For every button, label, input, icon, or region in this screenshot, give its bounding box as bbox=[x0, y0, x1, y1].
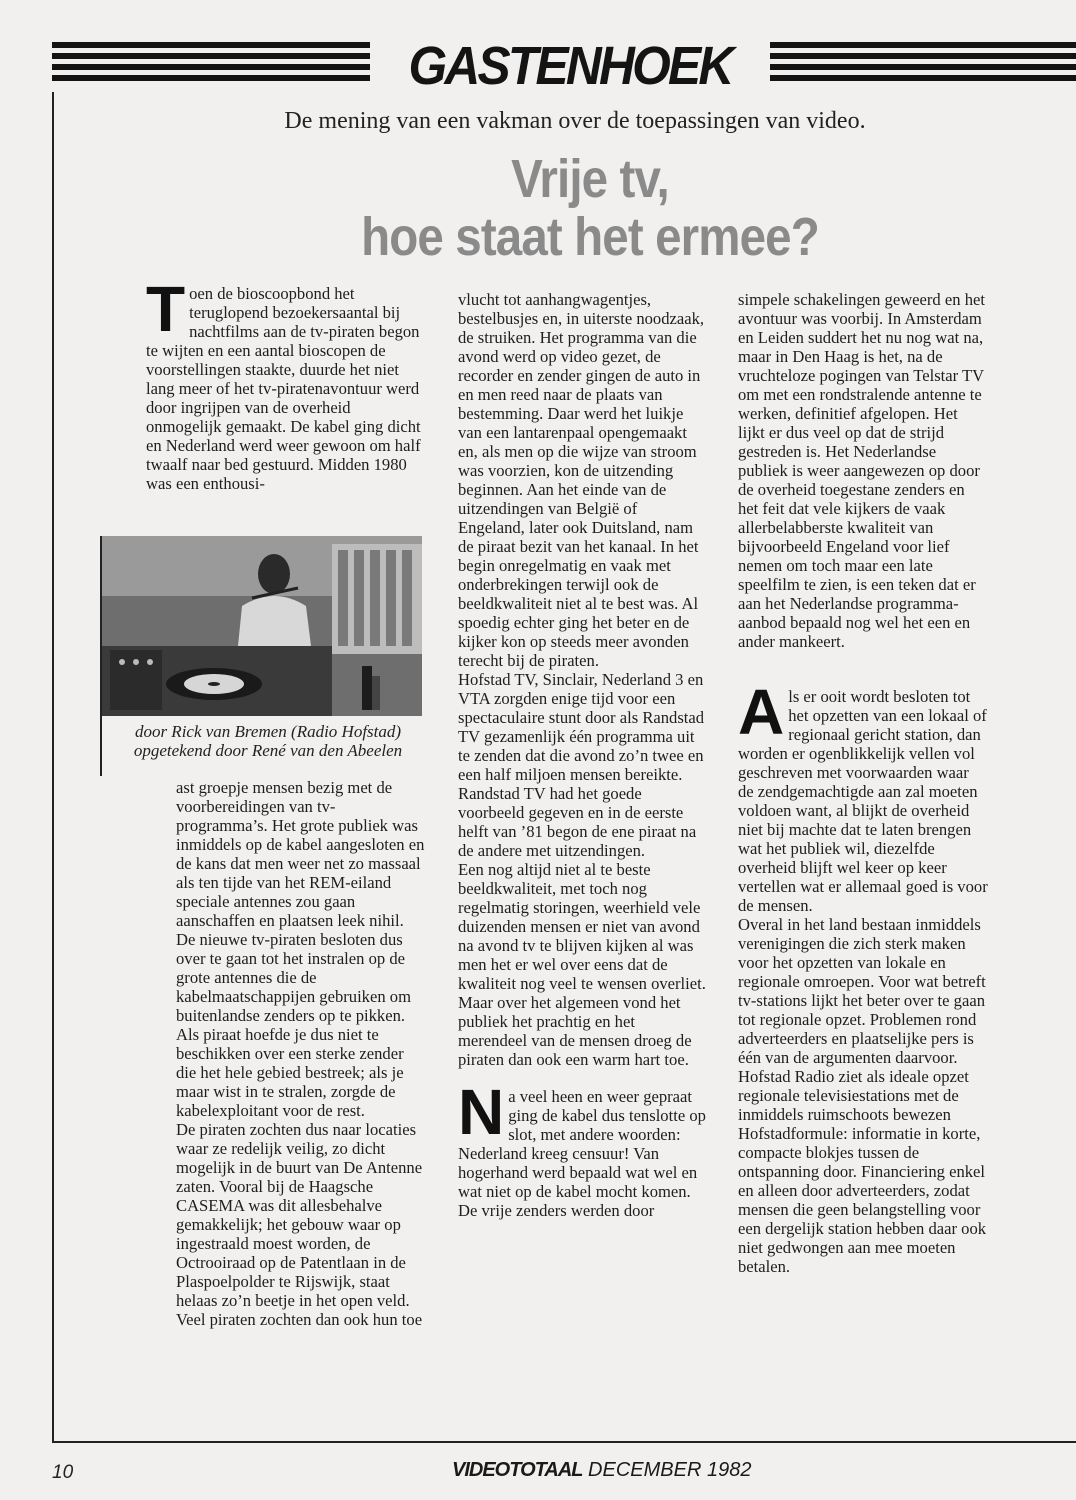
page-frame-left bbox=[52, 92, 54, 1442]
article-headline bbox=[240, 150, 940, 266]
col2-paragraph-1: vlucht tot aanhangwagentjes, bestelbusjes en, in uiterste noodzaak, de struiken. Het programma van die avond werd op video gezet, de recorder en zender gingen de auto in en men reed naar de plaats van bestemming. Daar werd het luikje van een lantarenpaal opengemaakt en, als men op die wijze van stroom was voorzien, kon de uitzending beginnen. Aan het einde van de uitzendingen van België of Engeland, later ook Duitsland, nam de piraat bezit van het kanaal. In het begin onregelmatig en vaak met onderbrekingen terwijl ook de beeldkwaliteit niet al te best was. Al spoedig echter ging het beter en de kijker kon op steeds meer avonden terecht bij de piraten. bbox=[458, 290, 705, 670]
dropcap-a: A bbox=[738, 676, 785, 748]
col3-paragraph-4: Hofstad Radio ziet als ideale opzet regionale televisiestations met de inmiddels ruimschoots bewezen Hofstadformule: informatie in korte, compacte blokjes tussen de ontspanning door. Financiering enkel en alleen door adverteerders, zodat mensen die geen belangstelling voor een dergelijk station hebben daar ook niet gedwongen aan mee moeten betalen. bbox=[738, 1067, 987, 1276]
section-title: GASTENHOEK bbox=[408, 36, 732, 96]
col3-paragraph-1: simpele schakelingen geweerd en het avontuur was voorbij. In Amsterdam en Leiden suddert het nu nog wat na, maar in Den Haag is het, na de vruchteloze pogingen van Telstar TV om met een rondstralende antenne te werken, definitief afgelopen. Het lijkt er dus veel op dat de strijd gestreden is. Het Nederlandse publiek is weer aangewezen op door de overheid toegestane zenders en het feit dat vele kijkers de vaak allerbelabberste kwaliteit van bijvoorbeeld Engeland voor lief nemen om toch maar een late speelfilm te zien, is een teken dat er aan het Nederlandse programma-aanbod bepaald nog wel het een en ander mankeert. bbox=[738, 290, 985, 651]
dropcap-n: N bbox=[458, 1076, 505, 1148]
banner-stripes-right bbox=[770, 42, 1076, 92]
footer-masthead bbox=[452, 1459, 751, 1482]
col2-paragraph-5-text: a veel heen en weer gepraat ging de kabel dus tenslotte op slot, met andere woorden: Nederland kreeg censuur! Van hogerhand werd bepaald wat wel en wat niet op de kabel mocht komen. De vrije zenders werden door bbox=[458, 1087, 706, 1220]
col1-paragraph-1: ast groepje mensen bezig met de voorbereidingen van tv-programma’s. Het grote publiek was inmiddels op de kabel aangesloten en de kans dat men weer net zo massaal als ten tijde van het REM-eiland speciale antennes zou gaan aanschaffen en plaatsen leek nihil. bbox=[176, 778, 425, 930]
magazine-name: VIDEOTOTAAL bbox=[452, 1459, 583, 1481]
col2-paragraph-3: Randstad TV had het goede voorbeeld gegeven en in de eerste helft van ’81 begon de ene piraat na de andere met uitzendingen. bbox=[458, 784, 697, 860]
col2-paragraph-5 bbox=[458, 1076, 706, 1220]
banner-stripes-left bbox=[52, 42, 370, 92]
col2-paragraph-4: Een nog altijd niet al te beste beeldkwaliteit, met toch nog regelmatig storingen, weerhield vele duizenden mensen er niet van avond na avond tv te blijven kijken al was men het er wel over eens dat de kwaliteit nog veel te wensen overliet. Maar over het algemeen vond het publiek het prachtig en het merendeel van de mensen droeg de piraten dan ook een warm hart toe. bbox=[458, 860, 706, 1069]
col3-paragraph-2 bbox=[738, 676, 988, 915]
article-column-1-top bbox=[146, 273, 424, 493]
article-column-3 bbox=[738, 290, 988, 1276]
section-banner bbox=[52, 36, 1076, 96]
article-intro: oen de bioscoopbond het teruglopend bezoekersaantal bij nachtfilms aan de tv-piraten begon te wijten en een aantal bioscopen de voorstellingen staakte, duurde het niet lang meer of het tv-piratenavontuur werd door ingrijpen van de overheid onmogelijk gemaakt. De kabel ging dicht en Nederland werd weer gewoon om half twaalf naar bed gestuurd. Midden 1980 was een enthousi- bbox=[146, 284, 421, 493]
issue-date: DECEMBER 1982 bbox=[588, 1459, 752, 1481]
caption-editor: opgetekend door René van den Abeelen bbox=[133, 741, 403, 760]
col3-paragraph-3: Overal in het land bestaan inmiddels verenigingen die zich sterk maken voor het opzetten van lokale en regionale omroepen. Voor wat betreft tv-stations lijkt het beter over te gaan tot regionale opzet. Problemen rond adverteerders en plaatselijke pers is één van de argumenten daarvoor. bbox=[738, 915, 986, 1067]
photo-caption bbox=[110, 722, 426, 760]
caption-author: door Rick van Bremen (Radio Hofstad) bbox=[134, 722, 402, 741]
page-frame-bottom bbox=[52, 1441, 1076, 1443]
page-number: 10 bbox=[52, 1462, 74, 1483]
headline-line-2: hoe staat het ermee? bbox=[361, 207, 819, 267]
col1-paragraph-4: De piraten zochten dus naar locaties waar ze redelijk veilig, zo dicht mogelijk in de buurt van De Antenne zaten. Vooral bij de Haagsche CASEMA was dit allesbehalve gemakkelijk; het gebouw waar op ingestraald moest worden, de Octrooiraad op de Patentlaan in de Plaspoelpolder te Rijswijk, staat helaas zo’n beetje in het open veld. Veel piraten zochten dan ook hun toe bbox=[176, 1120, 423, 1329]
article-column-1-bottom bbox=[176, 778, 426, 1329]
dropcap-t: T bbox=[146, 273, 186, 345]
section-subtitle: De mening van een vakman over de toepassingen van video. bbox=[284, 108, 866, 134]
col1-paragraph-2: De nieuwe tv-piraten besloten dus over te gaan tot het instralen op de grote antennes die de kabelmaatschappijen gebruiken om buitenlandse zenders op te pikken. bbox=[176, 930, 411, 1025]
col2-paragraph-2: Hofstad TV, Sinclair, Nederland 3 en VTA zorgden enige tijd voor een spectaculaire stunt door als Randstad TV gezamenlijk één programma uit te zenden dat die avond zo’n twee en een half miljoen mensen bereikte. bbox=[458, 670, 705, 784]
headline-line-1: Vrije tv, bbox=[511, 149, 669, 209]
col1-paragraph-3: Als piraat hoefde je dus niet te beschikken over een sterke zender die het hele gebied bestreek; als je maar wist in te stralen, zorgde de kabelexploitant voor de rest. bbox=[176, 1025, 404, 1120]
article-column-2 bbox=[458, 290, 706, 1220]
col3-paragraph-2-text: ls er ooit wordt besloten tot het opzetten van een lokaal of regionaal gericht station, dan worden er ogenblikkelijk vellen vol geschreven met voorwaarden waar de zendgemachtigde aan zal moeten voldoen want, al blijkt de overheid niet bij machte dat te laten brengen wat het publiek wil, diezelfde overheid blijft wel keer op keer vertellen wat er allemaal goed is voor de mensen. bbox=[738, 687, 988, 915]
photo-dj-studio bbox=[102, 536, 422, 716]
